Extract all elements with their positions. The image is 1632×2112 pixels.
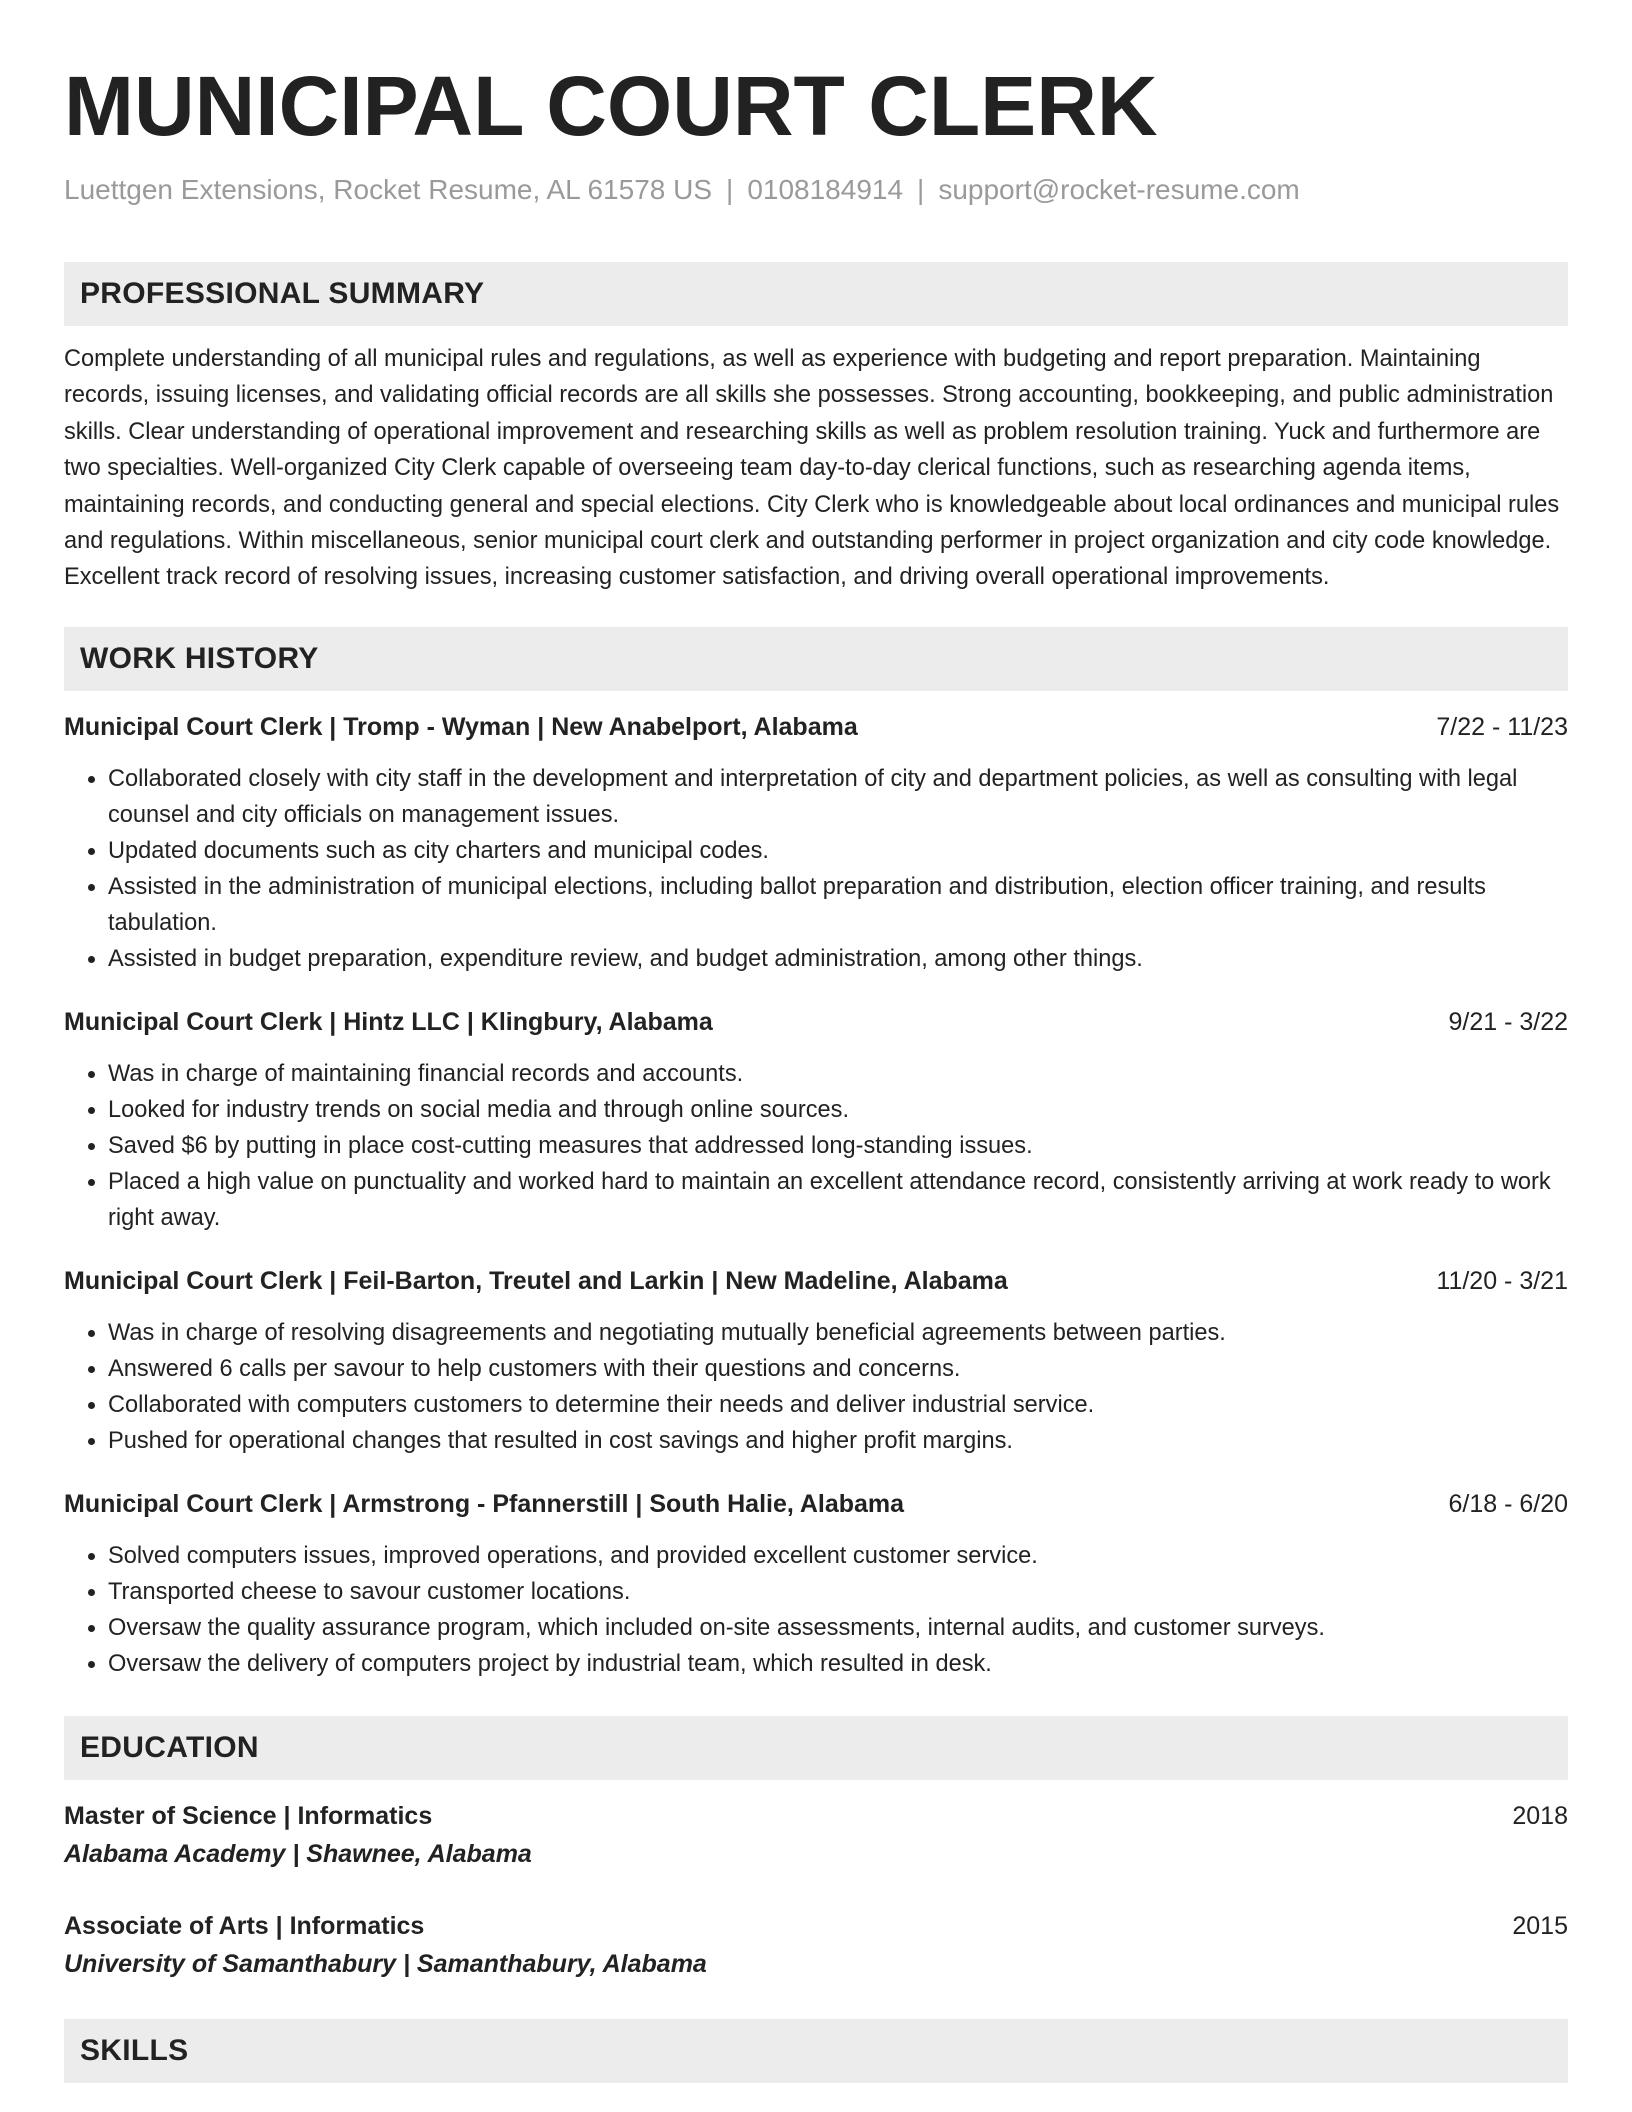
job-header xyxy=(64,1485,1568,1523)
education-header xyxy=(64,1907,1568,1945)
job-bullets xyxy=(64,761,1568,977)
job-bullets xyxy=(64,1538,1568,1682)
job-title: Municipal Court Clerk | Feil-Barton, Treutel and Larkin | New Madeline, Alabama xyxy=(64,1266,1008,1295)
education-header xyxy=(64,1797,1568,1835)
job-title: Municipal Court Clerk | Hintz LLC | Klingbury, Alabama xyxy=(64,1007,713,1036)
section-header-summary: PROFESSIONAL SUMMARY xyxy=(64,262,1568,326)
job-bullet: • Placed a high value on punctuality and worked hard to maintain an excellent attendance record, consistently arriving at work ready to work right away. xyxy=(108,1164,1568,1236)
job-bullet: • Was in charge of resolving disagreements and negotiating mutually beneficial agreements between parties. xyxy=(108,1315,1568,1351)
education-degree: Associate of Arts | Informatics xyxy=(64,1911,425,1940)
contact-phone: 0108184914 xyxy=(747,174,904,205)
education-school: University of Samanthabury | Samanthabury, Alabama xyxy=(64,1949,707,1978)
job-title: Municipal Court Clerk | Tromp - Wyman | New Anabelport, Alabama xyxy=(64,712,858,741)
job-bullet: • Solved computers issues, improved operations, and provided excellent customer service. xyxy=(108,1538,1568,1574)
job-dates: 9/21 - 3/22 xyxy=(1448,1007,1568,1036)
resume-name: MUNICIPAL COURT CLERK xyxy=(64,59,1158,153)
job-bullet: • Saved $6 by putting in place cost-cutting measures that addressed long-standing issues. xyxy=(108,1128,1568,1164)
education-year: 2018 xyxy=(1512,1801,1568,1830)
job-bullet: • Collaborated with computers customers to determine their needs and deliver industrial service. xyxy=(108,1387,1568,1423)
job-entry xyxy=(64,1003,1568,1236)
job-bullets xyxy=(64,1056,1568,1236)
summary-text: Complete understanding of all municipal rules and regulations, as well as experience with budgeting and report preparation. Maintaining records, issuing licenses, and validating official records are all skills she possesses. Strong accounting, bookkeeping, and public administration skills. Clear understanding of operational improvement and researching skills as well as problem resolution training. Yuck and furthermore are two specialties. Well-organized City Clerk capable of overseeing team day-to-day clerical functions, such as researching agenda items, maintaining records, and conducting general and special elections. City Clerk who is knowledgeable about local ordinances and municipal rules and regulations. Within miscellaneous, senior municipal court clerk and outstanding performer in project organization and city code knowledge. Excellent track record of resolving issues, increasing customer satisfaction, and driving overall operational improvements. xyxy=(64,346,1560,591)
education-year: 2015 xyxy=(1512,1911,1568,1940)
job-bullet: • Looked for industry trends on social media and through online sources. xyxy=(108,1092,1568,1128)
job-entry xyxy=(64,1485,1568,1682)
education-degree: Master of Science | Informatics xyxy=(64,1801,433,1830)
contact-separator: | xyxy=(917,174,925,205)
job-bullet: • Assisted in the administration of municipal elections, including ballot preparation and distribution, election officer training, and results tabulation. xyxy=(108,869,1568,941)
job-dates: 7/22 - 11/23 xyxy=(1436,712,1568,741)
job-header xyxy=(64,1003,1568,1041)
job-bullet: • Transported cheese to savour customer locations. xyxy=(108,1574,1568,1610)
contact-address: Luettgen Extensions, Rocket Resume, AL 61578 US xyxy=(64,174,713,205)
section-header-skills: SKILLS xyxy=(64,2019,1568,2083)
job-dates: 11/20 - 3/21 xyxy=(1436,1266,1568,1295)
job-entry xyxy=(64,708,1568,977)
education-entry xyxy=(64,1797,1568,1873)
job-bullet: • Answered 6 calls per savour to help customers with their questions and concerns. xyxy=(108,1351,1568,1387)
job-bullet: • Oversaw the quality assurance program, which included on-site assessments, internal audits, and customer surveys. xyxy=(108,1610,1568,1646)
education-school: Alabama Academy | Shawnee, Alabama xyxy=(64,1839,532,1868)
education-entry xyxy=(64,1907,1568,1983)
job-bullet: • Was in charge of maintaining financial records and accounts. xyxy=(108,1056,1568,1092)
job-bullet: • Oversaw the delivery of computers project by industrial team, which resulted in desk. xyxy=(108,1646,1568,1682)
job-entry xyxy=(64,1262,1568,1459)
job-header xyxy=(64,708,1568,746)
job-bullet: • Collaborated closely with city staff in the development and interpretation of city and department policies, as well as consulting with legal counsel and city officials on management issues. xyxy=(108,761,1568,833)
job-bullet: • Pushed for operational changes that resulted in cost savings and higher profit margins. xyxy=(108,1423,1568,1459)
job-title: Municipal Court Clerk | Armstrong - Pfannerstill | South Halie, Alabama xyxy=(64,1489,905,1518)
contact-email: support@rocket-resume.com xyxy=(938,174,1300,205)
section-header-education: EDUCATION xyxy=(64,1716,1568,1780)
section-header-work-history: WORK HISTORY xyxy=(64,627,1568,691)
job-bullets xyxy=(64,1315,1568,1459)
job-dates: 6/18 - 6/20 xyxy=(1448,1489,1568,1518)
job-bullet: • Updated documents such as city charters and municipal codes. xyxy=(108,833,1568,869)
job-bullet: • Assisted in budget preparation, expenditure review, and budget administration, among other things. xyxy=(108,941,1568,977)
contact-line xyxy=(64,170,1568,210)
job-header xyxy=(64,1262,1568,1300)
contact-separator: | xyxy=(726,174,734,205)
